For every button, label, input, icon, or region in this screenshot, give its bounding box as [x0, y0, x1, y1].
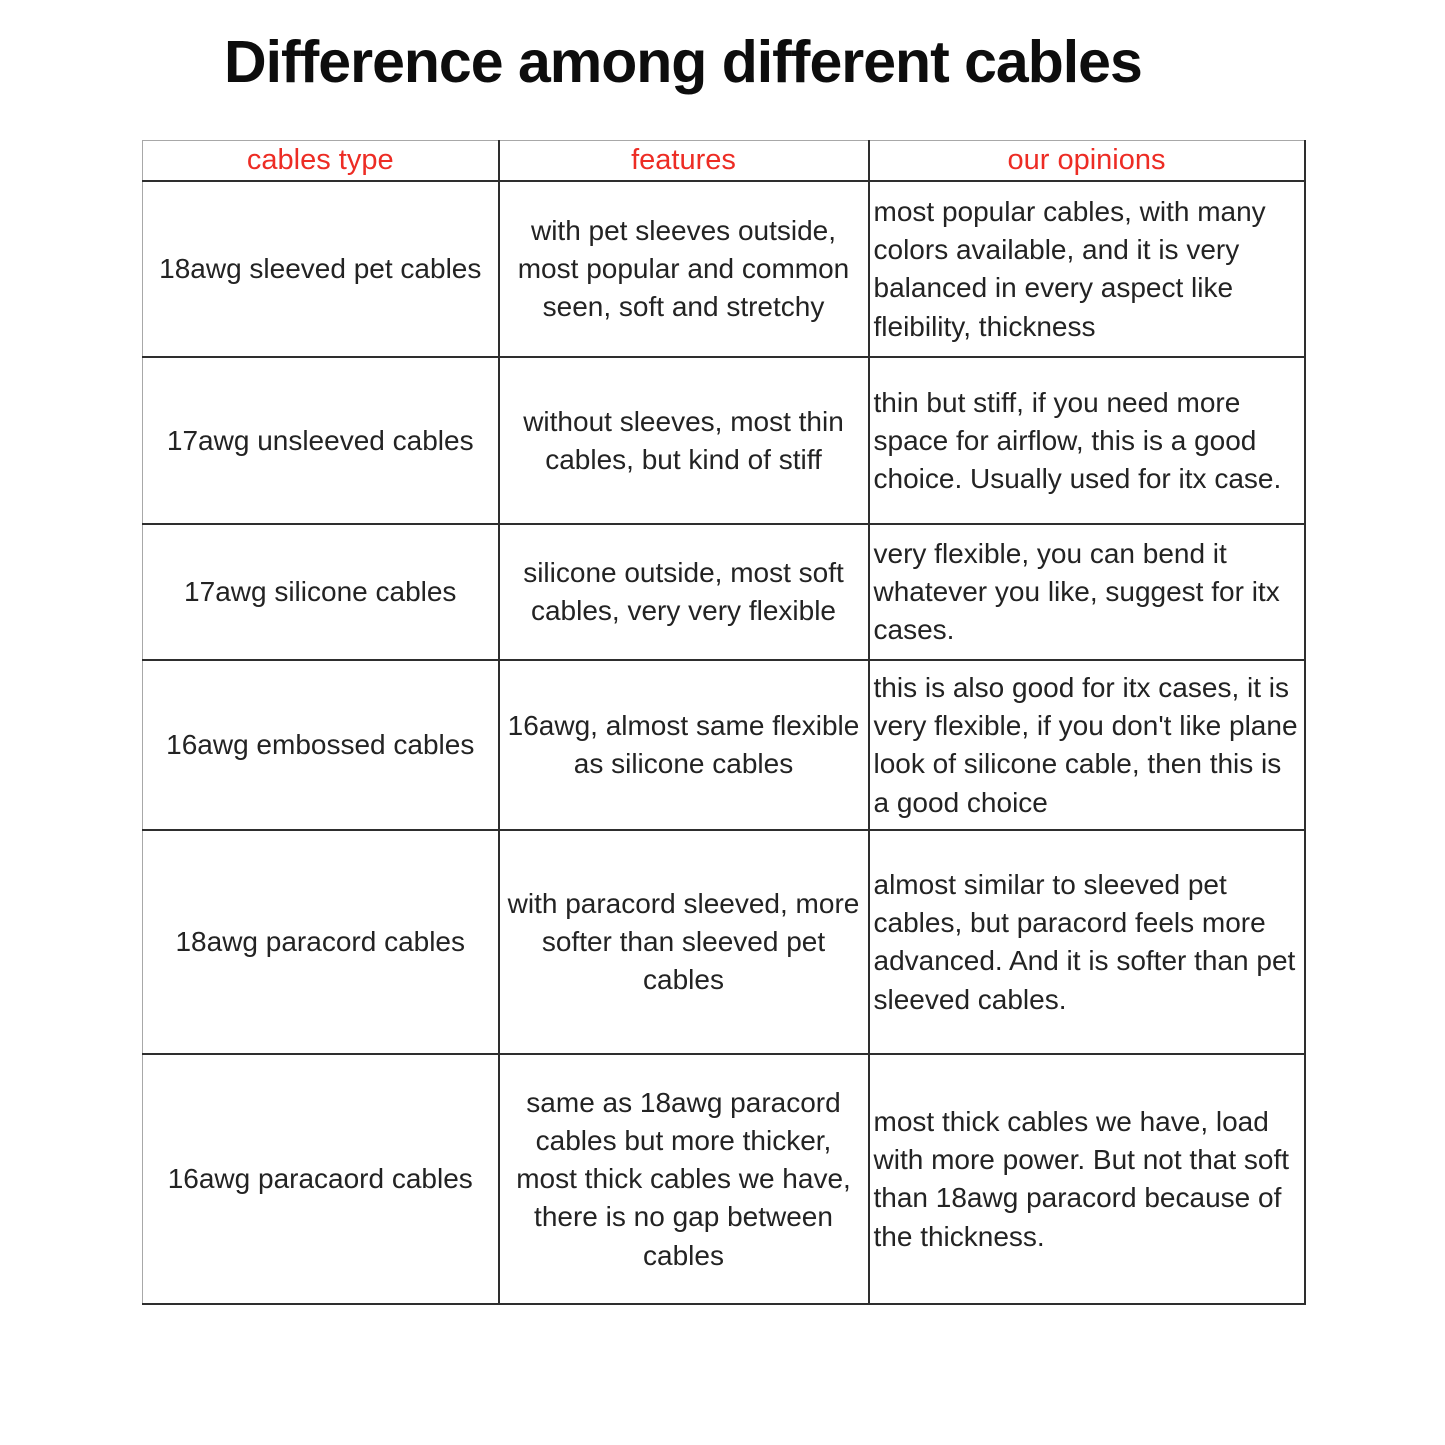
- column-header-our-opinions: our opinions: [869, 141, 1305, 182]
- features-cell: with pet sleeves outside, most popular and common seen, soft and stretchy: [499, 181, 869, 357]
- table-row: [143, 357, 1305, 524]
- opinion-cell: almost similar to sleeved pet cables, but paracord feels more advanced. And it is softer than pet sleeved cables.: [869, 830, 1305, 1054]
- table-row: [143, 1054, 1305, 1304]
- cables-comparison-table: [142, 140, 1306, 1305]
- features-cell: 16awg, almost same flexible as silicone cables: [499, 660, 869, 830]
- features-cell: with paracord sleeved, more softer than sleeved pet cables: [499, 830, 869, 1054]
- cable-type-cell: 18awg paracord cables: [143, 830, 499, 1054]
- opinion-cell: most thick cables we have, load with more power. But not that soft than 18awg paracord because of the thickness.: [869, 1054, 1305, 1304]
- features-cell: same as 18awg paracord cables but more thicker, most thick cables we have, there is no gap between cables: [499, 1054, 869, 1304]
- column-header-features: features: [499, 141, 869, 182]
- table-row: [143, 660, 1305, 830]
- opinion-cell: most popular cables, with many colors available, and it is very balanced in every aspect like fleibility, thickness: [869, 181, 1305, 357]
- column-header-cables-type: cables type: [143, 141, 499, 182]
- table-row: [143, 830, 1305, 1054]
- table-header-row: [143, 141, 1305, 182]
- cable-type-cell: 18awg sleeved pet cables: [143, 181, 499, 357]
- table-row: [143, 181, 1305, 357]
- opinion-cell: this is also good for itx cases, it is very flexible, if you don't like plane look of silicone cable, then this is a good choice: [869, 660, 1305, 830]
- cable-type-cell: 17awg unsleeved cables: [143, 357, 499, 524]
- table-row: [143, 524, 1305, 660]
- opinion-cell: very flexible, you can bend it whatever you like, suggest for itx cases.: [869, 524, 1305, 660]
- cable-type-cell: 17awg silicone cables: [143, 524, 499, 660]
- cable-type-cell: 16awg paracaord cables: [143, 1054, 499, 1304]
- page-title: Difference among different cables: [224, 29, 1142, 95]
- features-cell: silicone outside, most soft cables, very very flexible: [499, 524, 869, 660]
- cable-type-cell: 16awg embossed cables: [143, 660, 499, 830]
- features-cell: without sleeves, most thin cables, but kind of stiff: [499, 357, 869, 524]
- opinion-cell: thin but stiff, if you need more space for airflow, this is a good choice. Usually used for itx case.: [869, 357, 1305, 524]
